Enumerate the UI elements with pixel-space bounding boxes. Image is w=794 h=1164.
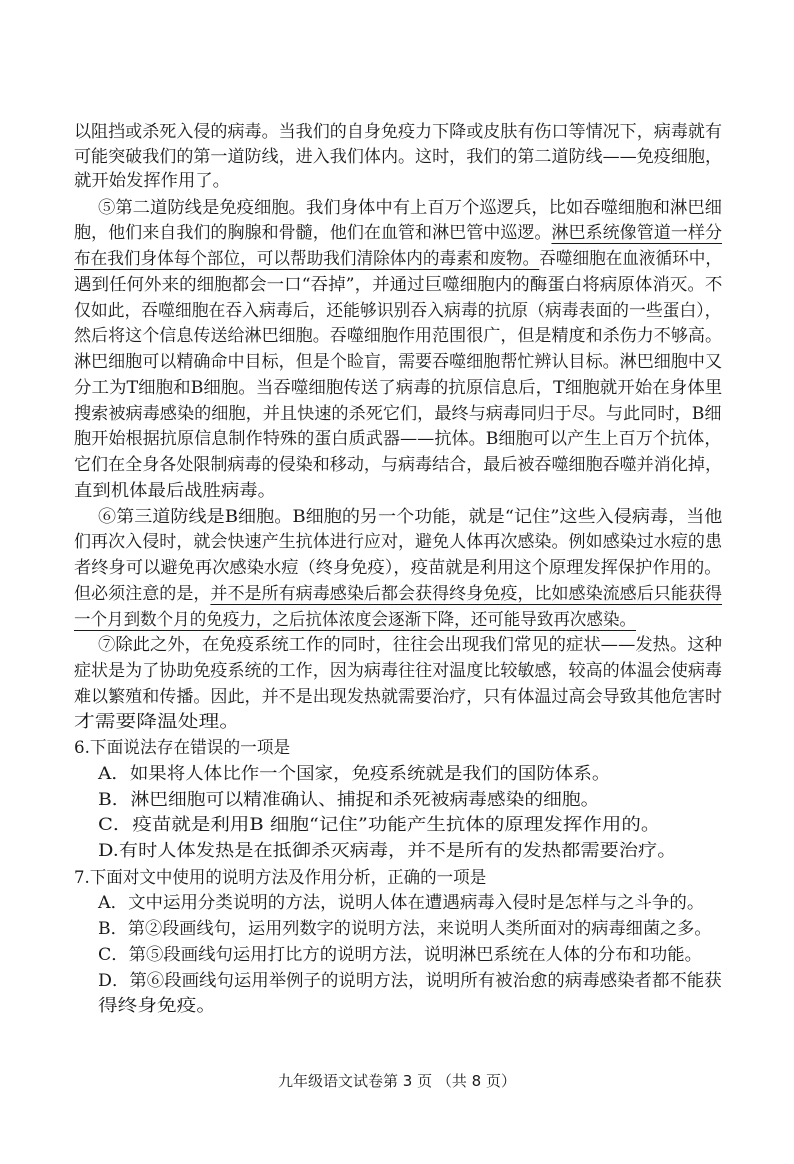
text-line <box>74 400 722 428</box>
text-line <box>74 451 722 479</box>
text-segment: A．文中运用分类说明的方法，说明人体在遭遇病毒入侵时是怎样与之斗争的。 <box>98 893 705 913</box>
text-segment: 它们在全身各处限制病毒的侵染和移动，与病毒结合，最后被吞噬细胞吞噬并消化掉， <box>74 455 722 475</box>
text-line-content <box>98 786 599 814</box>
text-segment: B．淋巴细胞可以精准确认、捕捉和杀死被病毒感染的细胞。 <box>98 790 600 810</box>
text-segment: D．第⑥段画线句运用举例子的说明方法，说明所有被治愈的病毒感染者都不能获 <box>98 971 722 991</box>
text-line <box>74 271 722 299</box>
text-segment: 吞噬细胞在血液循环中， <box>539 249 722 269</box>
text-line-content <box>74 322 722 350</box>
text-line <box>98 760 610 788</box>
text-line <box>74 374 722 402</box>
text-segment: ⑥第三道防线是B细胞。B细胞的另一个功能，就是“记住”这些入侵病毒，当他 <box>98 507 723 527</box>
text-line-content <box>74 219 722 247</box>
page-footer: 九年级语文试卷第 3 页 （共 8 页） <box>278 1072 516 1090</box>
text-line <box>74 580 722 608</box>
text-line <box>98 503 722 531</box>
text-line-content <box>98 992 216 1020</box>
text-segment: 就开始发挥作用了。 <box>74 171 231 191</box>
text-line <box>74 477 276 505</box>
text-line-content <box>74 477 276 505</box>
text-segment: 者终身可以避免再次感染水痘（终身免疫），疫苗就是利用这个原理发挥保护作用的。 <box>74 558 722 578</box>
text-line-content <box>98 837 676 865</box>
text-line-content <box>74 297 722 325</box>
text-line <box>74 554 722 582</box>
text-line <box>74 683 722 711</box>
text-line-content <box>98 811 660 839</box>
text-segment: 们再次入侵时，就会快速产生抗体进行应对，避免人体再次感染。例如感染过水痘的患 <box>74 532 722 552</box>
text-line-content <box>98 941 702 969</box>
text-line <box>74 348 722 376</box>
text-line-content <box>74 245 722 273</box>
text-segment: 但必须注意的是， <box>74 584 211 604</box>
text-segment: 7.下面对文中使用的说明方法及作用分析，正确的一项是 <box>74 868 487 888</box>
text-line-content <box>98 760 610 788</box>
text-line <box>98 786 600 814</box>
text-line <box>98 889 704 917</box>
text-line-content <box>98 503 722 531</box>
text-segment: 难以繁殖和传播。因此，并不是出现发热就需要治疗，只有体温过高会导致其他危害时 <box>74 687 722 707</box>
underlined-sentence: 一个月到数个月的免疫力，之后抗体浓度会逐渐下降，还可能导致再次感染。 <box>74 610 636 630</box>
text-line-content <box>74 451 722 479</box>
text-line <box>74 657 722 685</box>
text-segment: C．疫苗就是利用B 细胞“记住”功能产生抗体的原理发挥作用的。 <box>98 815 661 835</box>
text-line-content <box>74 400 721 428</box>
text-line <box>74 708 240 736</box>
text-line-content <box>74 606 636 634</box>
text-line <box>98 631 722 659</box>
text-line-content <box>74 167 230 195</box>
text-line <box>98 194 722 222</box>
underlined-sentence: 并不是所有病毒感染后都会获得终身免疫，比如感染流感后只能获得 <box>210 584 722 604</box>
text-segment: D.有时人体发热是在抵御杀灭病毒，并不是所有的发热都需要治疗。 <box>98 841 677 861</box>
text-line <box>98 915 712 943</box>
text-line <box>74 219 722 247</box>
text-line <box>74 606 636 634</box>
text-segment: ⑤第二道防线是免疫细胞。我们身体中有上百万个巡逻兵，比如吞噬细胞和淋巴细 <box>98 198 723 218</box>
text-line <box>74 297 722 325</box>
text-segment: 搜索被病毒感染的细胞，并且快速的杀死它们，最终与病毒同归于尽。与此同时，B细 <box>74 404 722 424</box>
text-line <box>98 992 216 1020</box>
text-segment: 分工为T细胞和B细胞。当吞噬细胞传送了病毒的抗原信息后，T细胞就开始在身体里 <box>74 378 723 398</box>
text-segment: 胞，他们来自我们的胸腺和骨髓，他们在血管和淋巴管中巡逻。 <box>74 223 552 243</box>
text-segment: B．第②段画线句，运用列数字的说明方法，来说明人类所面对的病毒细菌之多。 <box>98 919 712 939</box>
text-segment: 症状是为了协助免疫系统的工作，因为病毒往往对温度比较敏感，较高的体温会使病毒 <box>74 661 722 681</box>
text-line <box>98 837 676 865</box>
text-line <box>98 811 660 839</box>
text-segment: 然后将这个信息传送给淋巴细胞。吞噬细胞作用范围很广，但是精度和杀伤力不够高。 <box>74 326 722 346</box>
text-line <box>74 734 290 762</box>
text-line-content <box>74 683 722 711</box>
text-segment: C．第⑤段画线句运用打比方的说明方法，说明淋巴系统在人体的分布和功能。 <box>98 945 703 965</box>
underlined-sentence: 布在我们身体每个部位，可以帮助我们清除体内的毒素和废物。 <box>74 249 540 269</box>
text-segment: 才需要降温处理。 <box>74 712 240 732</box>
text-line <box>74 528 722 556</box>
text-segment: 淋巴细胞可以精确命中目标，但是个睑盲，需要吞噬细胞帮忙辨认目标。淋巴细胞中又 <box>74 352 722 372</box>
text-line-content <box>74 554 721 582</box>
text-line-content <box>98 889 704 917</box>
text-segment: 遇到任何外来的细胞都会一口“吞掉”，并通过巨噬细胞内的酶蛋白将病原体消灭。不 <box>74 275 723 295</box>
text-line <box>98 941 702 969</box>
text-line-content <box>74 374 722 402</box>
text-line-content <box>74 708 240 736</box>
text-segment: 6.下面说法存在错误的一项是 <box>74 738 291 758</box>
text-line-content <box>74 864 486 892</box>
text-line-content <box>74 528 722 556</box>
text-segment: 得终身免疫。 <box>98 996 216 1016</box>
text-line-content <box>74 118 722 146</box>
text-line <box>98 967 722 995</box>
text-line-content <box>98 967 722 995</box>
text-line <box>74 167 230 195</box>
text-line <box>74 322 722 350</box>
text-segment: 以阻挡或杀死入侵的病毒。当我们的自身免疫力下降或皮肤有伤口等情况下，病毒就有 <box>74 122 722 142</box>
text-line-content <box>98 194 722 222</box>
text-line-content <box>74 271 722 299</box>
text-line <box>74 864 486 892</box>
text-line <box>74 245 722 273</box>
text-segment: ⑦除此之外，在免疫系统工作的同时，往往会出现我们常见的症状——发热。这种 <box>98 635 723 655</box>
text-line-content <box>74 734 290 762</box>
text-line-content <box>74 425 721 453</box>
underlined-sentence: 淋巴系统像管道一样分 <box>551 223 722 243</box>
text-line-content <box>98 631 722 659</box>
text-segment: 仅如此，吞噬细胞在吞入病毒后，还能够识别吞入病毒的抗原（病毒表面的一些蛋白）， <box>74 301 722 321</box>
text-line <box>74 425 722 453</box>
text-line <box>74 118 722 146</box>
text-line-content <box>74 580 722 608</box>
text-line-content <box>74 348 722 376</box>
text-segment: 直到机体最后战胜病毒。 <box>74 481 276 501</box>
text-segment: A．如果将人体比作一个国家，免疫系统就是我们的国防体系。 <box>98 764 611 784</box>
text-line-content <box>74 657 722 685</box>
text-segment: 胞开始根据抗原信息制作特殊的蛋白质武器——抗体。B细胞可以产生上百万个抗体， <box>74 429 722 449</box>
text-segment: 可能突破我们的第一道防线，进入我们体内。这时，我们的第二道防线——免疫细胞， <box>74 147 722 167</box>
text-line-content <box>98 915 711 943</box>
